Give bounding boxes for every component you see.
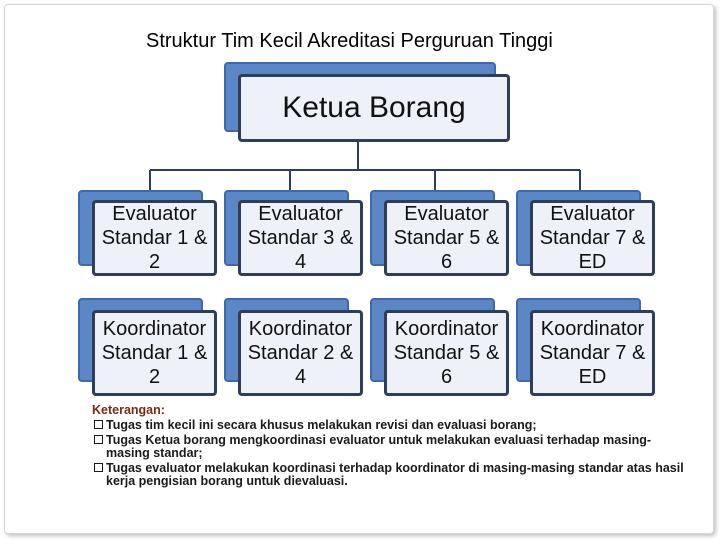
checkbox-bullet-icon [94,420,103,429]
note-item [106,419,692,432]
coordinator-node-1 [78,298,218,398]
evaluator-label-4: Evaluator Standar 7 & ED [530,200,655,276]
coordinator-label-1: Koordinator Standar 1 & 2 [92,310,217,396]
evaluator-node-1 [78,190,218,278]
note-text: Tugas evaluator melakukan koordinasi terhadap koordinator di masing-masing standar atas hasil kerja pengisian borang untuk dievaluasi. [106,461,684,488]
evaluator-node-2 [224,190,364,278]
note-item [106,462,692,488]
coordinator-node-3 [370,298,510,398]
checkbox-bullet-icon [94,435,103,444]
evaluator-label-1: Evaluator Standar 1 & 2 [92,200,217,276]
head-node-label: Ketua Borang [238,74,510,142]
coordinator-label-2: Koordinator Standar 2 & 4 [238,310,363,396]
notes-title: Keterangan: [92,403,165,417]
evaluator-node-4 [516,190,656,278]
coordinator-node-4 [516,298,656,398]
evaluator-node-3 [370,190,510,278]
coordinator-label-4: Koordinator Standar 7 & ED [530,310,655,396]
head-node [224,62,510,142]
note-text: Tugas tim kecil ini secara khusus melakukan revisi dan evaluasi borang; [106,418,537,432]
coordinator-label-3: Koordinator Standar 5 & 6 [384,310,509,396]
note-item [106,434,692,460]
diagram-title: Struktur Tim Kecil Akreditasi Perguruan Tinggi [146,30,553,52]
notes-section [92,403,692,488]
evaluator-label-3: Evaluator Standar 5 & 6 [384,200,509,276]
evaluator-label-2: Evaluator Standar 3 & 4 [238,200,363,276]
coordinator-node-2 [224,298,364,398]
checkbox-bullet-icon [94,463,103,472]
note-text: Tugas Ketua borang mengkoordinasi evaluator untuk melakukan evaluasi terhadap masing-masing standar; [106,433,652,460]
